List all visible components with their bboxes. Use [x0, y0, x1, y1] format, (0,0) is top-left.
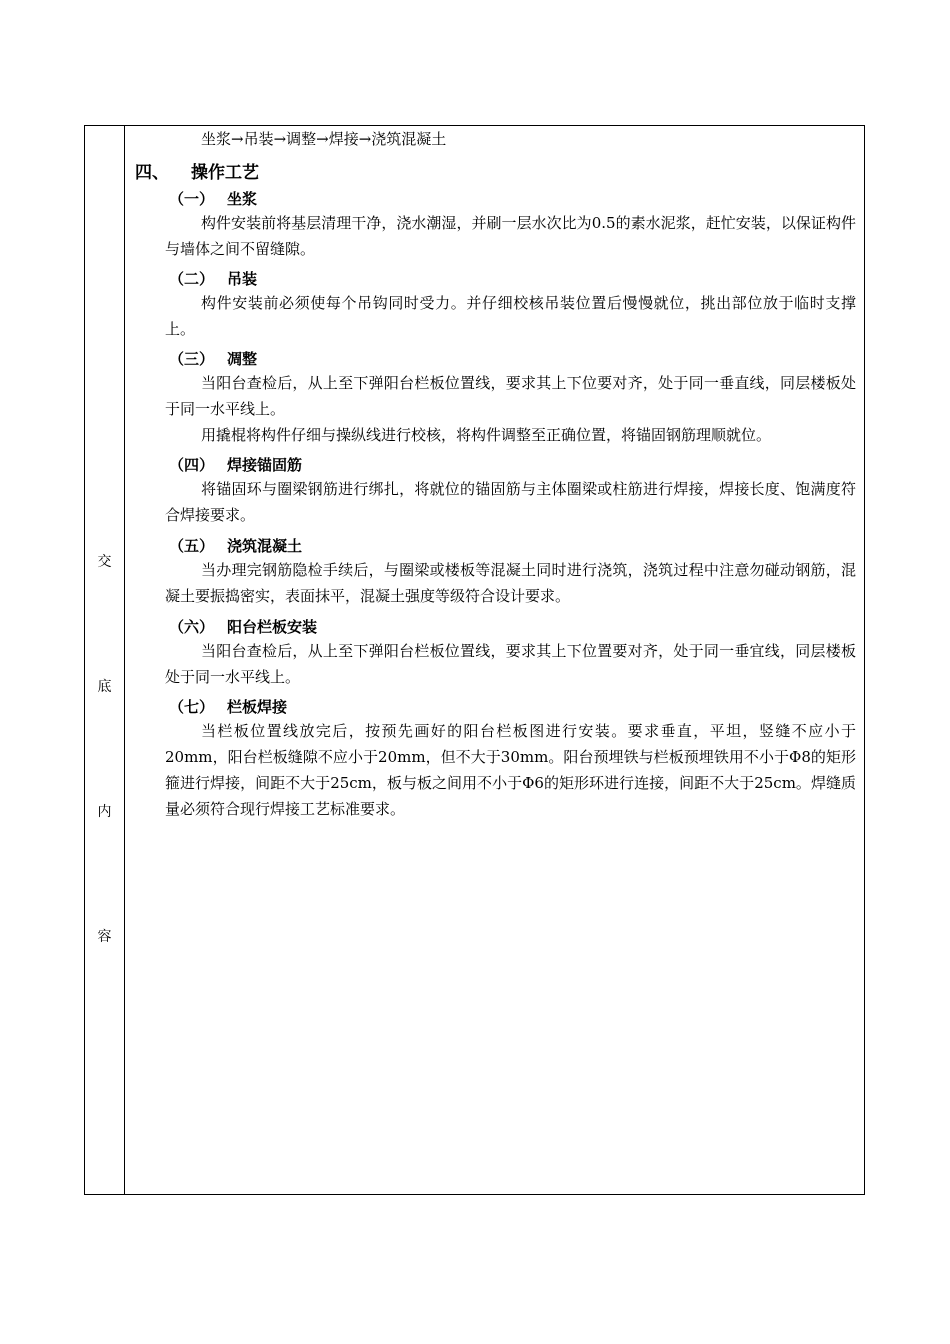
paragraph: 用撬棍将构件仔细与操纵线进行校核，将构件调整至正确位置，将锚固钢筋理顺就位。	[201, 426, 772, 444]
subsection-title: 栏板焊接	[227, 698, 288, 716]
subsection-number: （二）	[169, 270, 215, 288]
subsection	[125, 454, 864, 528]
paragraph: 构件安装前必须使每个吊钩同时受力。并仔细校核吊装位置后慢慢就位，挑出部位放于临时支撑上。	[165, 294, 856, 338]
subsection	[125, 616, 864, 690]
subsection-heading	[169, 188, 864, 210]
subsection	[125, 268, 864, 342]
paragraph: 将锚固环与圈梁钢筋进行绑扎，将就位的锚固筋与主体圈梁或柱筋进行焊接，焊接长度、饱满度符合焊接要求。	[165, 480, 856, 524]
subsection-number: （四）	[169, 456, 215, 474]
section-heading	[135, 162, 259, 184]
section-title: 操作工艺	[191, 163, 259, 183]
paragraph: 当办理完钢筋隐检手续后，与圈梁或楼板等混凝土同时进行浇筑，浇筑过程中注意勿碰动钢筋，混凝土要振捣密实，表面抹平，混凝土强度等级符合设计要求。	[165, 561, 856, 605]
side-label-char: 交	[97, 554, 112, 570]
subsection-title: 阳台栏板安装	[227, 618, 318, 636]
section-number: 四、	[135, 163, 169, 183]
subsection-title: 吊装	[227, 270, 258, 288]
subsection-number: （三）	[169, 350, 215, 368]
subsection	[125, 535, 864, 609]
paragraph: 当阳台查检后，从上至下弹阳台栏板位置线，要求其上下位要对齐，处于同一垂直线，同层楼板处于同一水平线上。	[165, 374, 856, 418]
subsection-heading	[169, 454, 864, 476]
side-label-char: 容	[97, 929, 112, 945]
side-label-char: 内	[97, 804, 112, 820]
subsection-heading	[169, 268, 864, 290]
side-label-column	[85, 126, 125, 1194]
paragraph: 构件安装前将基层清理干净，浇水潮湿，并刷一层水次比为0.5的素水泥浆，赶忙安装，以保证构件与墙体之间不留缝隙。	[165, 214, 856, 258]
subsection-heading	[169, 535, 864, 557]
subsection-heading	[169, 696, 864, 718]
paragraph: 当栏板位置线放完后，按预先画好的阳台栏板图进行安装。要求垂直，平坦，竖缝不应小于20mm，阳台栏板缝隙不应小于20mm，但不大于30mm。阳台预埋铁与栏板预埋铁用不小于Φ8的矩形箍进行焊接，间距不大于25cm，板与板之间用不小于Φ6的矩形环进行连接，间距不大于25cm。焊缝质量必须符合现行焊接工艺标准要求。	[165, 722, 856, 818]
subsection-number: （一）	[169, 190, 215, 208]
subsection-number: （六）	[169, 618, 215, 636]
subsection	[125, 348, 864, 448]
subsection-number: （五）	[169, 537, 215, 555]
subsection-heading	[169, 616, 864, 638]
subsection-heading	[169, 348, 864, 370]
paragraph: 当阳台查检后，从上至下弹阳台栏板位置线，要求其上下位置要对齐，处于同一垂宜线，同层楼板处于同一水平线上。	[165, 642, 856, 686]
content-cell	[125, 126, 864, 1194]
side-label-char: 底	[97, 679, 112, 695]
subsection-title: 焊接锚固筋	[227, 456, 303, 474]
subsection-title: 坐浆	[227, 190, 258, 208]
subsection-number: （七）	[169, 698, 215, 716]
subsection	[125, 696, 864, 822]
subsection	[125, 188, 864, 262]
process-flow-line: 坐浆→吊装→调整→焊接→浇筑混凝土	[201, 130, 447, 148]
subsection-title: 凋整	[227, 350, 258, 368]
document-table	[84, 125, 865, 1195]
subsection-title: 浇筑混凝土	[227, 537, 303, 555]
